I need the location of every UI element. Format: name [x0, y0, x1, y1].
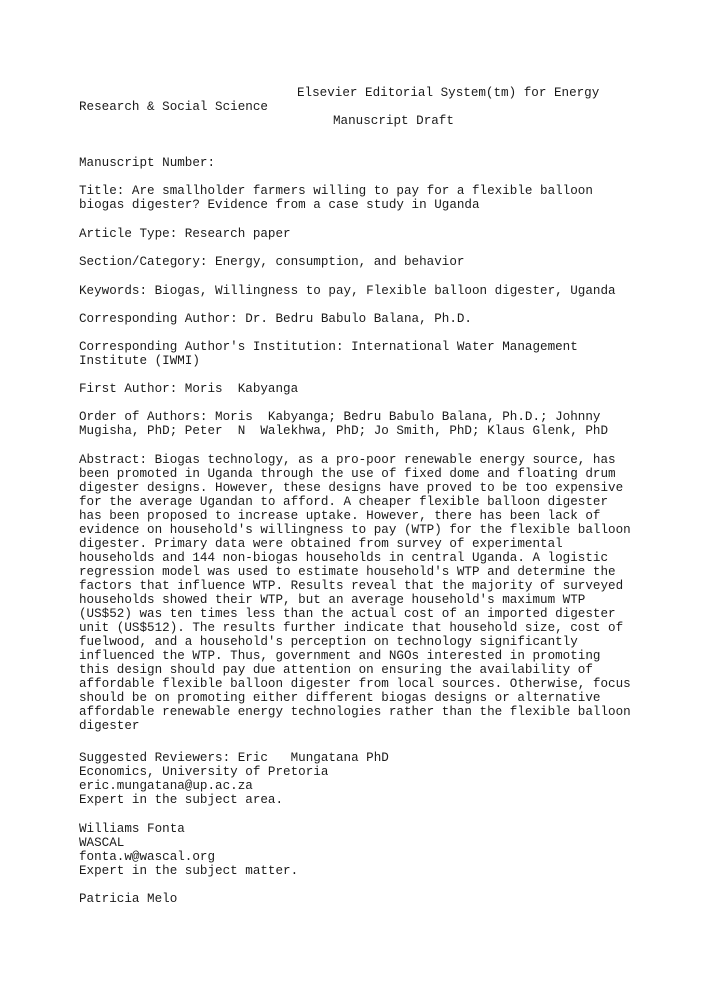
- abstract-line: fuelwood, and a household's perception on technology significantly: [79, 635, 578, 649]
- abstract-line: affordable renewable energy technologies rather than the flexible balloon: [79, 705, 631, 719]
- order-line-1: Order of Authors: Moris Kabyanga; Bedru Babulo Balana, Ph.D.; Johnny: [79, 410, 601, 424]
- reviewer-note: Expert in the subject area.: [79, 793, 284, 807]
- abstract-line: evidence on household's willingness to pay (WTP) for the flexible balloon: [79, 523, 631, 537]
- reviewer-email: eric.mungatana@up.ac.za: [79, 779, 253, 793]
- reviewer-name: Patricia Melo: [79, 892, 178, 906]
- corresponding-author: Corresponding Author: Dr. Bedru Babulo Balana, Ph.D.: [79, 312, 472, 326]
- reviewer-affiliation: WASCAL: [79, 836, 125, 850]
- first-author: First Author: Moris Kabyanga: [79, 382, 299, 396]
- abstract-line: affordable flexible balloon digester from local sources. Otherwise, focus: [79, 677, 631, 691]
- reviewer-name: Williams Fonta: [79, 822, 185, 836]
- suggested-reviewer-2: [79, 822, 699, 878]
- abstract-line: Abstract: Biogas technology, as a pro-poor renewable energy source, has: [79, 453, 616, 467]
- abstract-line: unit (US$512). The results further indicate that household size, cost of: [79, 621, 624, 635]
- header-line-1: Elsevier Editorial System(tm) for Energy: [297, 86, 600, 100]
- section-category: Section/Category: Energy, consumption, and behavior: [79, 255, 465, 269]
- abstract-line: digester. Primary data were obtained from survey of experimental: [79, 537, 563, 551]
- corresponding-institution: [79, 340, 699, 368]
- abstract: [79, 453, 699, 733]
- abstract-line: for the average Ugandan to afford. A cheaper flexible balloon digester: [79, 495, 609, 509]
- reviewer-email: fonta.w@wascal.org: [79, 850, 216, 864]
- suggested-reviewer-1: [79, 751, 699, 807]
- abstract-line: factors that influence WTP. Results reveal that the majority of surveyed: [79, 579, 624, 593]
- abstract-line: should be on promoting either different biogas designs or alternative: [79, 691, 601, 705]
- abstract-line: households showed their WTP, but an average household's maximum WTP: [79, 593, 586, 607]
- institution-line-2: Institute (IWMI): [79, 354, 200, 368]
- abstract-line: this design should pay due attention on ensuring the availability of: [79, 663, 593, 677]
- order-line-2: Mugisha, PhD; Peter N Walekhwa, PhD; Jo Smith, PhD; Klaus Glenk, PhD: [79, 424, 609, 438]
- title-line-2: biogas digester? Evidence from a case study in Uganda: [79, 198, 480, 212]
- manuscript-number: Manuscript Number:: [79, 156, 216, 170]
- header-line-3: Manuscript Draft: [333, 114, 454, 128]
- abstract-line: has been proposed to increase uptake. However, there has been lack of: [79, 509, 601, 523]
- abstract-line: digester designs. However, these designs have proved to be too expensive: [79, 481, 624, 495]
- abstract-line: households and 144 non-biogas households in central Uganda. A logistic: [79, 551, 609, 565]
- abstract-line: digester: [79, 719, 140, 733]
- reviewer-heading: Suggested Reviewers: Eric Mungatana PhD: [79, 751, 389, 765]
- abstract-line: been promoted in Uganda through the use of fixed dome and floating drum: [79, 467, 616, 481]
- order-of-authors: [79, 410, 699, 438]
- reviewer-affiliation: Economics, University of Pretoria: [79, 765, 329, 779]
- abstract-line: regression model was used to estimate household's WTP and determine the: [79, 565, 616, 579]
- institution-line-1: Corresponding Author's Institution: International Water Management: [79, 340, 578, 354]
- article-type: Article Type: Research paper: [79, 227, 291, 241]
- header-line-2: Research & Social Science: [79, 100, 268, 114]
- manuscript-title: [79, 184, 699, 212]
- abstract-line: influenced the WTP. Thus, government and NGOs interested in promoting: [79, 649, 601, 663]
- abstract-line: (US$52) was ten times less than the actual cost of an imported digester: [79, 607, 616, 621]
- title-line-1: Title: Are smallholder farmers willing to pay for a flexible balloon: [79, 184, 593, 198]
- reviewer-note: Expert in the subject matter.: [79, 864, 299, 878]
- keywords: Keywords: Biogas, Willingness to pay, Flexible balloon digester, Uganda: [79, 284, 616, 298]
